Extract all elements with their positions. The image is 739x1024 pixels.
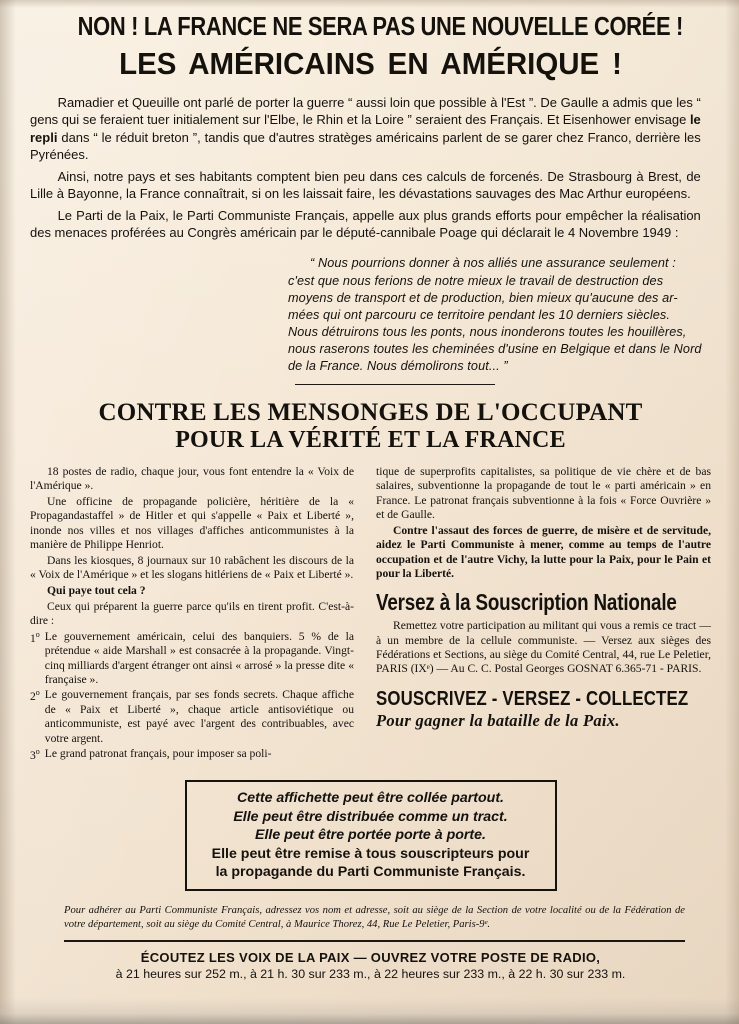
instructions-italic-line-3: Elle peut être portée porte à porte. <box>255 827 486 844</box>
intro-paragraph-3: Le Parti de la Paix, le Parti Communiste Français, appelle aux plus grands efforts pour empêcher la réalisation des menaces proférées au Congrès américain par le député-cannibale Poage qui déclarait le 4 Novembre 1949 : <box>30 208 701 241</box>
list-item <box>30 747 354 763</box>
intro-p1-part-b: dans “ le réduit breton ”, tandis que d'autres stratèges américains parlent de se garer chez Franco, derrière les Pyrénées. <box>30 129 701 162</box>
radio-footer-schedule: à 21 heures sur 252 m., à 21 h. 30 sur 233 m., à 22 heures sur 233 m., à 22 h. 30 sur 233 m. <box>115 966 626 981</box>
list-item <box>30 630 354 688</box>
quote-divider-rule <box>295 384 495 386</box>
right-column-body <box>376 465 711 581</box>
subscription-slogan-subtitle: Pour gagner la bataille de la Paix. <box>376 710 620 730</box>
list-item-number-value: 1 <box>30 631 36 645</box>
left-paragraph-1: 18 postes de radio, chaque jour, vous font entendre la « Voix de l'Amérique ». <box>30 465 354 493</box>
quote-line-1: “ Nous pourrions donner à nos alliés une assurance seulement : <box>310 256 676 271</box>
left-paragraph-3: Dans les kiosques, 8 journaux sur 10 rabâchent les discours de la « Voix de l'Amérique » et les slogans hitlériens de « Paix et Liberté ». <box>30 553 354 582</box>
intro-paragraph-2: Ainsi, notre pays et ses habitants comptent bien peu dans ces calculs de forcenés. De Strasbourg à Brest, de Lille à Bayonne, la France connaîtrait, si on les laissait faire, les dévastations sauvages des Mac Arthur européens. <box>30 168 701 202</box>
subscription-instructions: Remettez votre participation au militant qui vous a remis ce tract — à un membre de la cellule communiste. — Versez aux sièges des Fédérations et Sections, au siège du Comité Central, 44, rue Le Peletier, PARIS (IXᵉ) — Au C. C. Postal Georges GOSNAT 6.365-71 - PARIS. <box>376 619 711 676</box>
subscription-instructions-body <box>376 619 711 677</box>
right-column <box>376 465 711 764</box>
list-item-number-value: 3 <box>30 748 36 762</box>
instructions-box <box>185 780 557 890</box>
instructions-bold-line-1: Elle peut être remise à tous souscripteurs pour <box>211 845 530 862</box>
subscription-slogan: SOUSCRIVEZ - VERSEZ - COLLECTEZ <box>376 687 689 710</box>
membership-note: Pour adhérer au Parti Communiste Français, adressez vos nom et adresse, soit au siège de la Section de votre localité ou de la Fédération de votre département, soit au siège du Comité Central, à Maurice Thorez, 44, Rue Le Peletier, Paris-9ᵉ. <box>64 904 685 930</box>
two-column-section <box>30 465 711 764</box>
left-paragraph-4: Ceux qui préparent la guerre parce qu'ils en tirent profit. C'est-à-dire : <box>30 599 354 628</box>
list-item-number-value: 2 <box>30 690 36 704</box>
right-call-to-action-paragraph: Contre l'assaut des forces de guerre, de misère et de servitude, aidez le Parti Communiste à mener, comme au temps de l'autre occupation et de l'autre Vichy, la lutte pour la Paix, pour le Pain et pour la Liberté. <box>376 523 711 581</box>
quote-line-4: mées qui ont parcouru ce territoire pendant les 10 derniers siècles. <box>288 307 670 322</box>
quote-line-6: nous raserons toutes les cheminées d'usine en Belgique et dans le Nord <box>288 341 702 356</box>
intro-p1-part-a: Ramadier et Queuille ont parlé de porter la guerre “ aussi loin que possible à l'Est ”. De Gaulle a admis que les “ gens qui se feraient tuer initialement sur l'Elbe, le Rhin et la Loire ” seraient des Français. Et Eisenhower envisage <box>30 95 701 128</box>
paper-top-edge <box>0 0 739 8</box>
section-headline <box>30 399 711 454</box>
main-headline-line1: NON ! LA FRANCE NE SERA PAS UNE NOUVELLE CORÉE ! <box>77 13 683 41</box>
paper-bottom-edge <box>0 998 739 1024</box>
main-headline-line2: LES AMÉRICAINS EN AMÉRIQUE ! <box>119 45 622 81</box>
list-item-number: 3$^o$ <box>30 747 40 762</box>
footer-divider-rule <box>64 940 685 941</box>
left-paragraph-2: Une officine de propagande policière, héritière de la « Propagandastaffel » de Hitler et qui s'appelle « Paix et Liberté », inonde nos villes et nos villages d'affiches anticommunistes à la manière de Philippe Henriot. <box>30 494 354 552</box>
list-item-number: 2$^o$ <box>30 688 40 704</box>
section-headline-line2: POUR LA VÉRITÉ ET LA FRANCE <box>175 427 566 454</box>
radio-footer <box>30 950 711 981</box>
list-item <box>30 688 354 746</box>
instructions-italic-line-2: Elle peut être distribuée comme un tract. <box>233 808 508 825</box>
list-item-text: Le gouvernement américain, celui des banquiers. 5 % de la prétendue « aide Marshall » est consacrée à la propagande. Vingt-cinq milliards d'argent étranger ont ainsi « arrosé » la presse dite « française ». <box>44 629 354 686</box>
quote-line-2: c'est que nous ferions de notre mieux le travail de destruction des <box>288 273 664 288</box>
quote-line-5: Nous détruirons tous les ponts, nous inonderons toutes les houillères, <box>288 324 687 339</box>
right-paragraph-1: tique de superprofits capitalistes, sa politique de vie chère et de bas salaires, subventionne la propagande de tout le « parti américain » en France. Le patronat français subventionne à la fois « Force Ouvrière » et de Gaulle. <box>376 465 711 522</box>
left-question-heading: Qui paye tout cela ? <box>47 584 146 598</box>
left-column <box>30 465 354 764</box>
list-item-number: 1$^o$ <box>30 629 40 645</box>
quote-line-7: de la France. Nous démolirons tout... ” <box>288 358 508 373</box>
instructions-box-wrapper <box>30 780 711 890</box>
intro-p1-emphasis: le repli <box>30 112 701 145</box>
intro-text-block <box>30 94 711 241</box>
list-item-text: Le grand patronat français, pour imposer sa poli- <box>44 747 272 761</box>
intro-paragraph-1 <box>30 94 701 163</box>
section-headline-line1: CONTRE LES MENSONGES DE L'OCCUPANT <box>98 399 643 427</box>
instructions-italic-line-1: Cette affichette peut être collée partout. <box>237 790 504 807</box>
list-item-text: Le gouvernement français, par ses fonds secrets. Chaque affiche de « Paix et Liberté », chaque article antisoviétique ou anticommuniste, est payé avec l'argent des contribuables, avec votre argent. <box>44 688 354 745</box>
radio-footer-headline: ÉCOUTEZ LES VOIX DE LA PAIX — OUVREZ VOTRE POSTE DE RADIO, <box>140 949 601 965</box>
poage-quotation <box>30 255 711 374</box>
subscription-heading: Versez à la Souscription Nationale <box>376 589 677 616</box>
instructions-bold-line-2: la propagande du Parti Communiste Français. <box>215 863 526 880</box>
left-column-body <box>30 465 354 763</box>
quote-line-3: moyens de transport et de production, bien mieux qu'aucune des ar- <box>288 290 678 305</box>
